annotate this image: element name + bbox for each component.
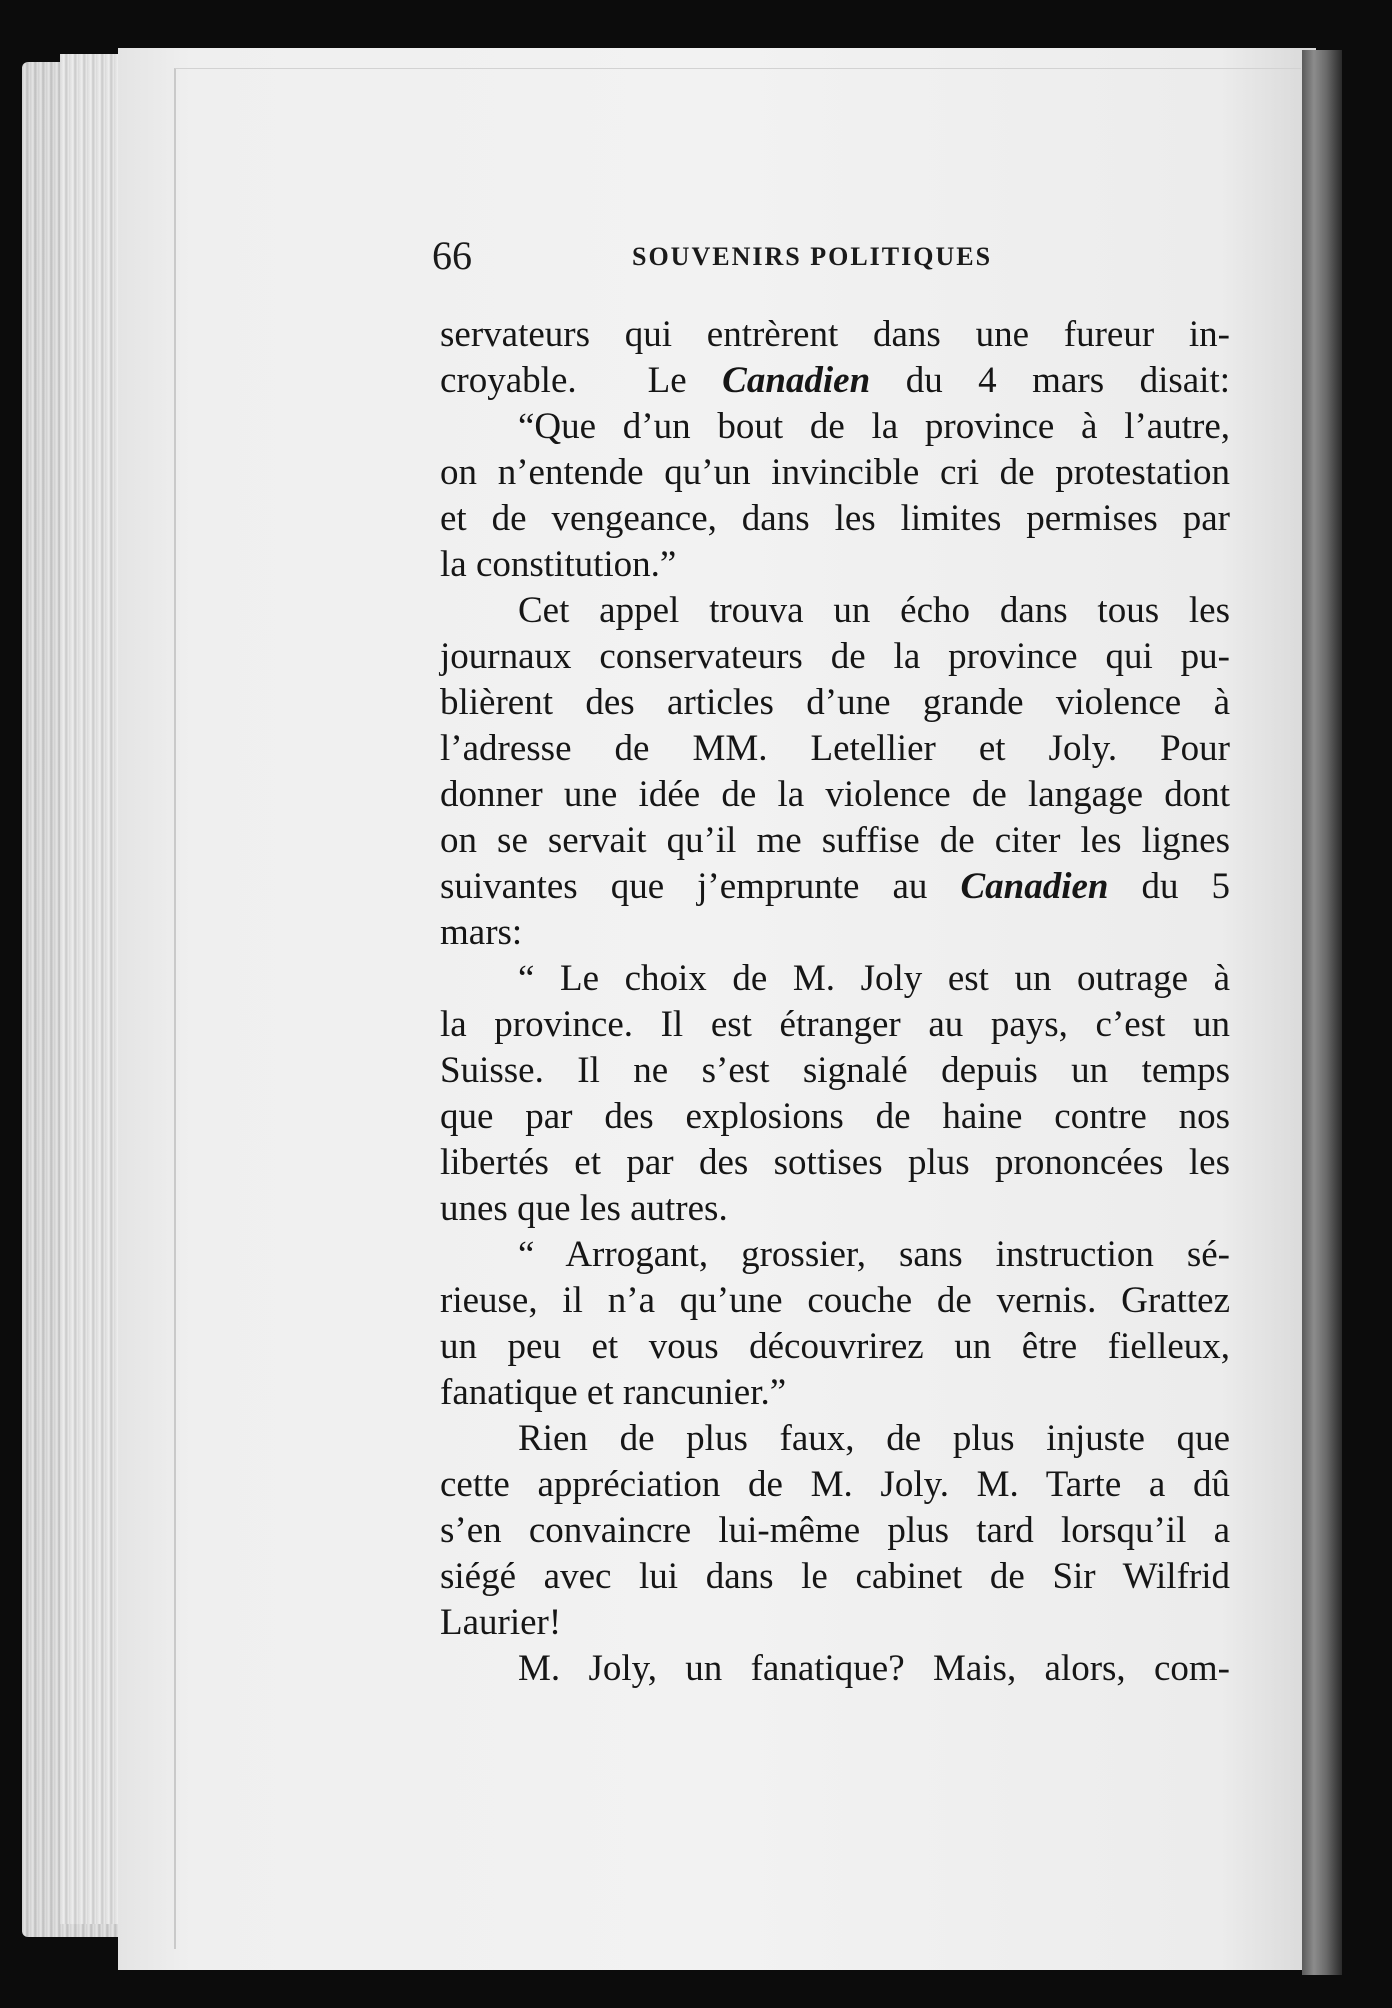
text-fragment: croyable. bbox=[440, 360, 577, 401]
text-line: blièrent des articles d’une grande violence à bbox=[440, 682, 1230, 723]
text-line: la constitution.” bbox=[440, 544, 677, 585]
text-line: cette appréciation de M. Joly. M. Tarte a dû bbox=[440, 1464, 1230, 1505]
text-line: Cet appel trouva un écho dans tous les bbox=[518, 590, 1230, 631]
text-line: siégé avec lui dans le cabinet de Sir Wilfrid bbox=[440, 1556, 1230, 1597]
text-line: fanatique et rancunier.” bbox=[440, 1372, 787, 1413]
italic-title: Canadien bbox=[960, 866, 1109, 907]
text-line: on n’entende qu’un invincible cri de protestation bbox=[440, 452, 1230, 493]
text-line: Rien de plus faux, de plus injuste que bbox=[518, 1418, 1230, 1459]
text-line: rieuse, il n’a qu’une couche de vernis. Grattez bbox=[440, 1280, 1230, 1321]
text-line: “ Le choix de M. Joly est un outrage à bbox=[518, 958, 1230, 999]
book-binding-shadow bbox=[1302, 50, 1342, 1975]
text-line: donner une idée de la violence de langage dont bbox=[440, 774, 1230, 815]
text-line: servateurs qui entrèrent dans une fureur in- bbox=[440, 314, 1230, 355]
text-fragment: du 5 bbox=[1141, 866, 1231, 907]
text-line: “ Arrogant, grossier, sans instruction sé- bbox=[518, 1234, 1230, 1275]
text-line: “Que d’un bout de la province à l’autre, bbox=[518, 406, 1230, 447]
text-line: mars: bbox=[440, 912, 523, 953]
text-line: on se servait qu’il me suffise de citer les lignes bbox=[440, 820, 1230, 861]
text-line: un peu et vous découvrirez un être fielleux, bbox=[440, 1326, 1230, 1367]
text-line: journaux conservateurs de la province qui pu- bbox=[440, 636, 1230, 677]
text-fragment: Le bbox=[647, 360, 687, 401]
text-fragment: du 4 mars disait: bbox=[905, 360, 1231, 401]
text-line bbox=[440, 864, 1230, 910]
text-line: l’adresse de MM. Letellier et Joly. Pour bbox=[440, 728, 1230, 769]
text-line: et de vengeance, dans les limites permises par bbox=[440, 498, 1230, 539]
text-line: que par des explosions de haine contre nos bbox=[440, 1096, 1230, 1137]
text-line: s’en convaincre lui-même plus tard lorsqu’il a bbox=[440, 1510, 1230, 1551]
text-line: Suisse. Il ne s’est signalé depuis un temps bbox=[440, 1050, 1230, 1091]
body-text bbox=[440, 312, 1230, 1692]
text-line: unes que les autres. bbox=[440, 1188, 728, 1229]
adjacent-page-dark bbox=[1342, 40, 1392, 1980]
text-line: Laurier! bbox=[440, 1602, 562, 1643]
page-header bbox=[432, 232, 1032, 282]
text-line: libertés et par des sottises plus prononcées les bbox=[440, 1142, 1230, 1183]
italic-title: Canadien bbox=[722, 360, 871, 401]
text-line: M. Joly, un fanatique? Mais, alors, com- bbox=[518, 1648, 1230, 1689]
running-head: SOUVENIRS POLITIQUES bbox=[632, 242, 993, 271]
text-line bbox=[440, 358, 1230, 404]
text-line: la province. Il est étranger au pays, c’est un bbox=[440, 1004, 1230, 1045]
text-fragment: suivantes que j’emprunte au bbox=[440, 866, 928, 907]
page-number: 66 bbox=[432, 233, 472, 278]
